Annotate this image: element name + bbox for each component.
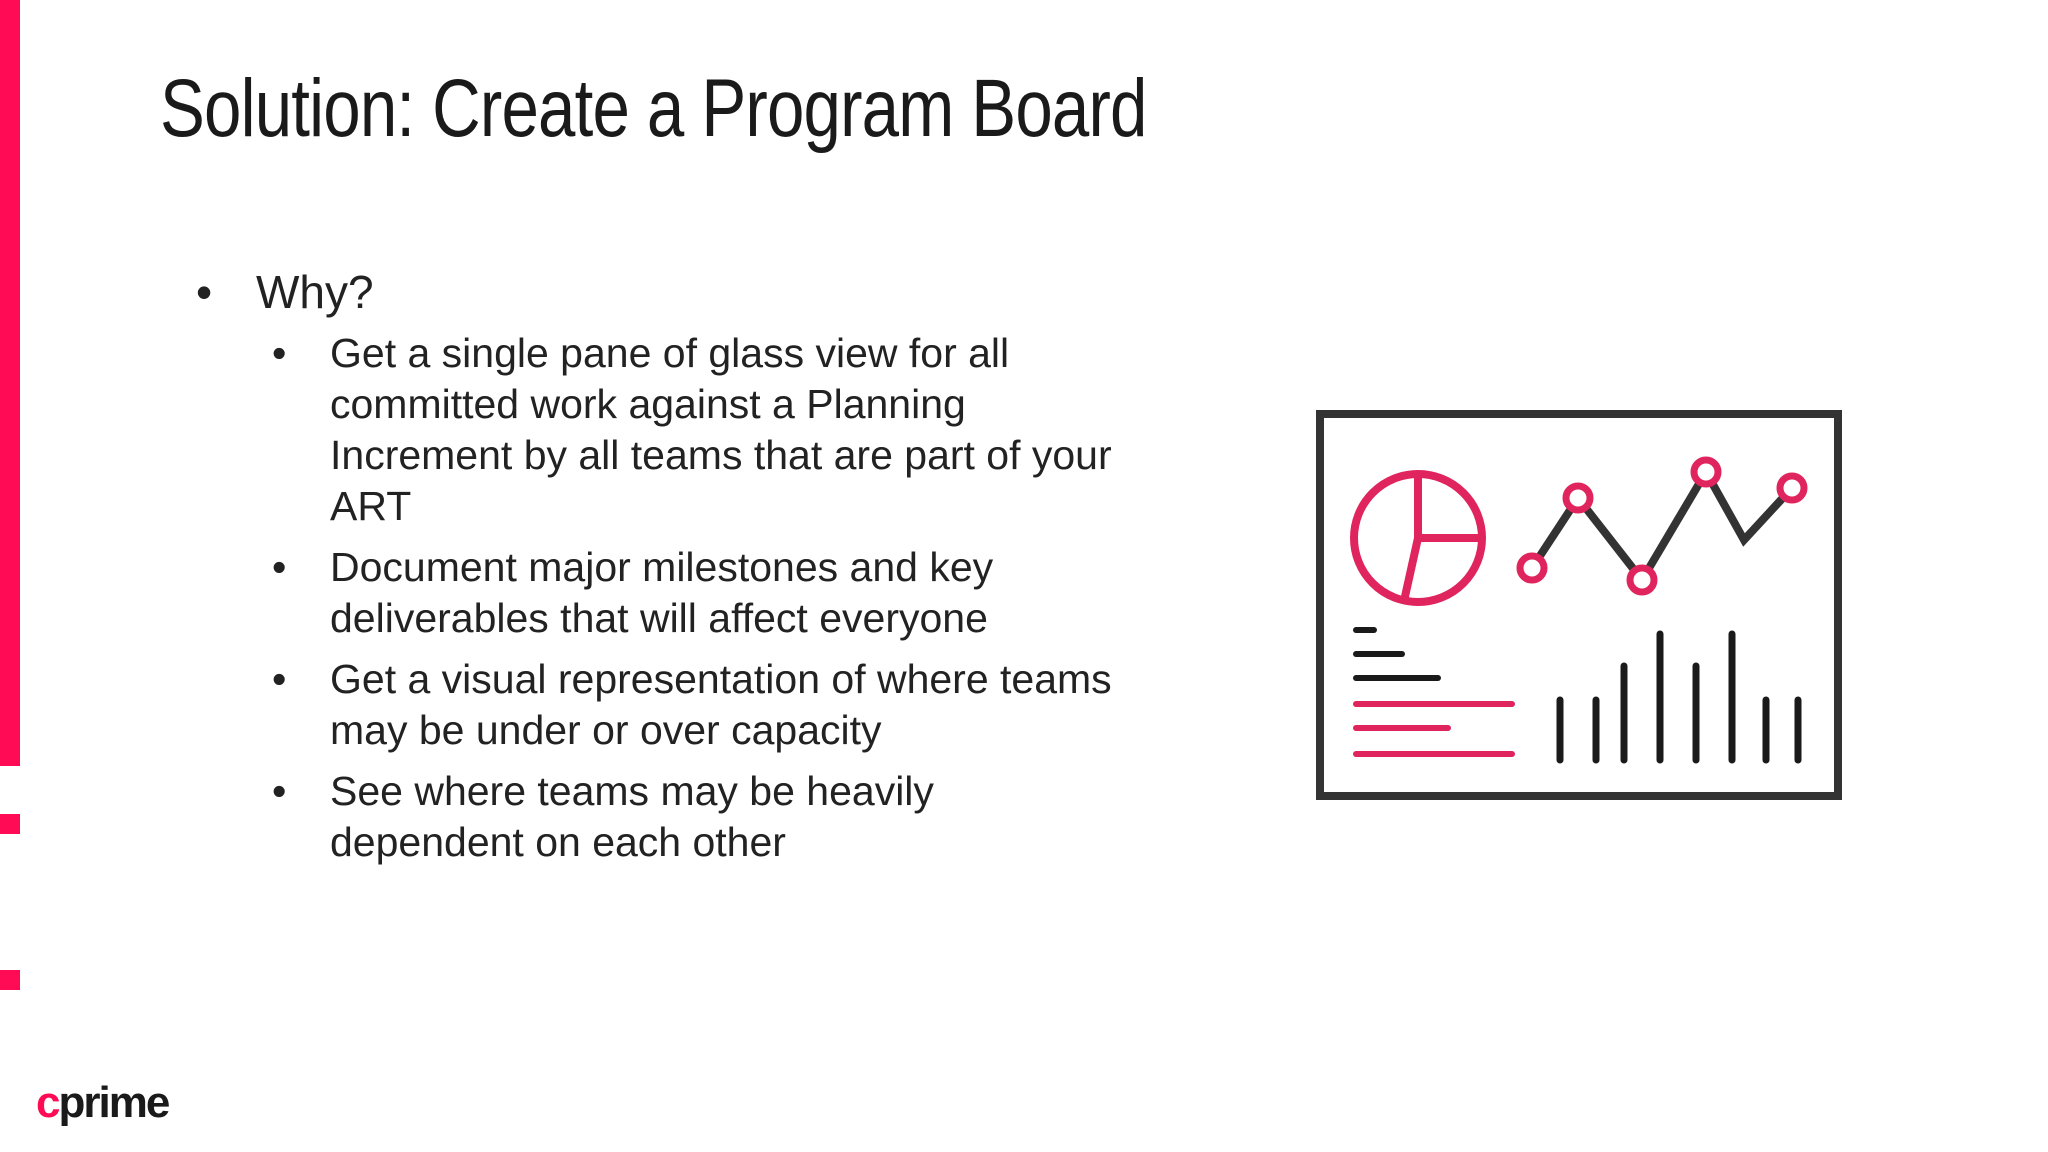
line-chart-icon (1520, 460, 1804, 592)
dashboard-board-icon (1316, 410, 1842, 800)
logo-c: c (36, 1078, 59, 1127)
sub-bullet-text: Document major milestones and key deliverables that will affect everyone (330, 544, 994, 641)
bar-lines-icon (1560, 634, 1798, 760)
bullet-glyph: • (272, 768, 287, 814)
board-frame (1320, 414, 1838, 796)
sub-bullet-milestones (272, 542, 1136, 644)
accent-tick-lower (0, 970, 20, 990)
pie-chart-icon (1354, 474, 1482, 602)
sub-bullet-list (196, 328, 1136, 868)
accent-tick-upper (0, 814, 20, 834)
bullet-glyph: • (272, 656, 287, 702)
bullet-glyph: • (196, 266, 213, 318)
bullet-list (196, 262, 1136, 878)
text-lines-icon (1356, 630, 1512, 754)
bullet-glyph: • (272, 544, 287, 590)
slide-title: Solution: Create a Program Board (160, 63, 1147, 154)
bullet-why (196, 262, 1136, 322)
logo-rest: prime (58, 1078, 169, 1127)
sub-bullet-dependencies (272, 766, 1136, 868)
bullet-why-text: Why? (256, 266, 374, 318)
sub-bullet-text: See where teams may be heavily dependent on each other (330, 768, 934, 865)
bullet-glyph: • (272, 330, 287, 376)
cprime-logo (36, 1078, 168, 1128)
sub-bullet-text: Get a single pane of glass view for all committed work against a Planning Increment by all teams that are part of your ART (330, 330, 1112, 529)
sub-bullet-single-pane (272, 328, 1136, 532)
accent-bar-left (0, 0, 20, 766)
sub-bullet-capacity (272, 654, 1136, 756)
sub-bullet-text: Get a visual representation of where teams may be under or over capacity (330, 656, 1112, 753)
